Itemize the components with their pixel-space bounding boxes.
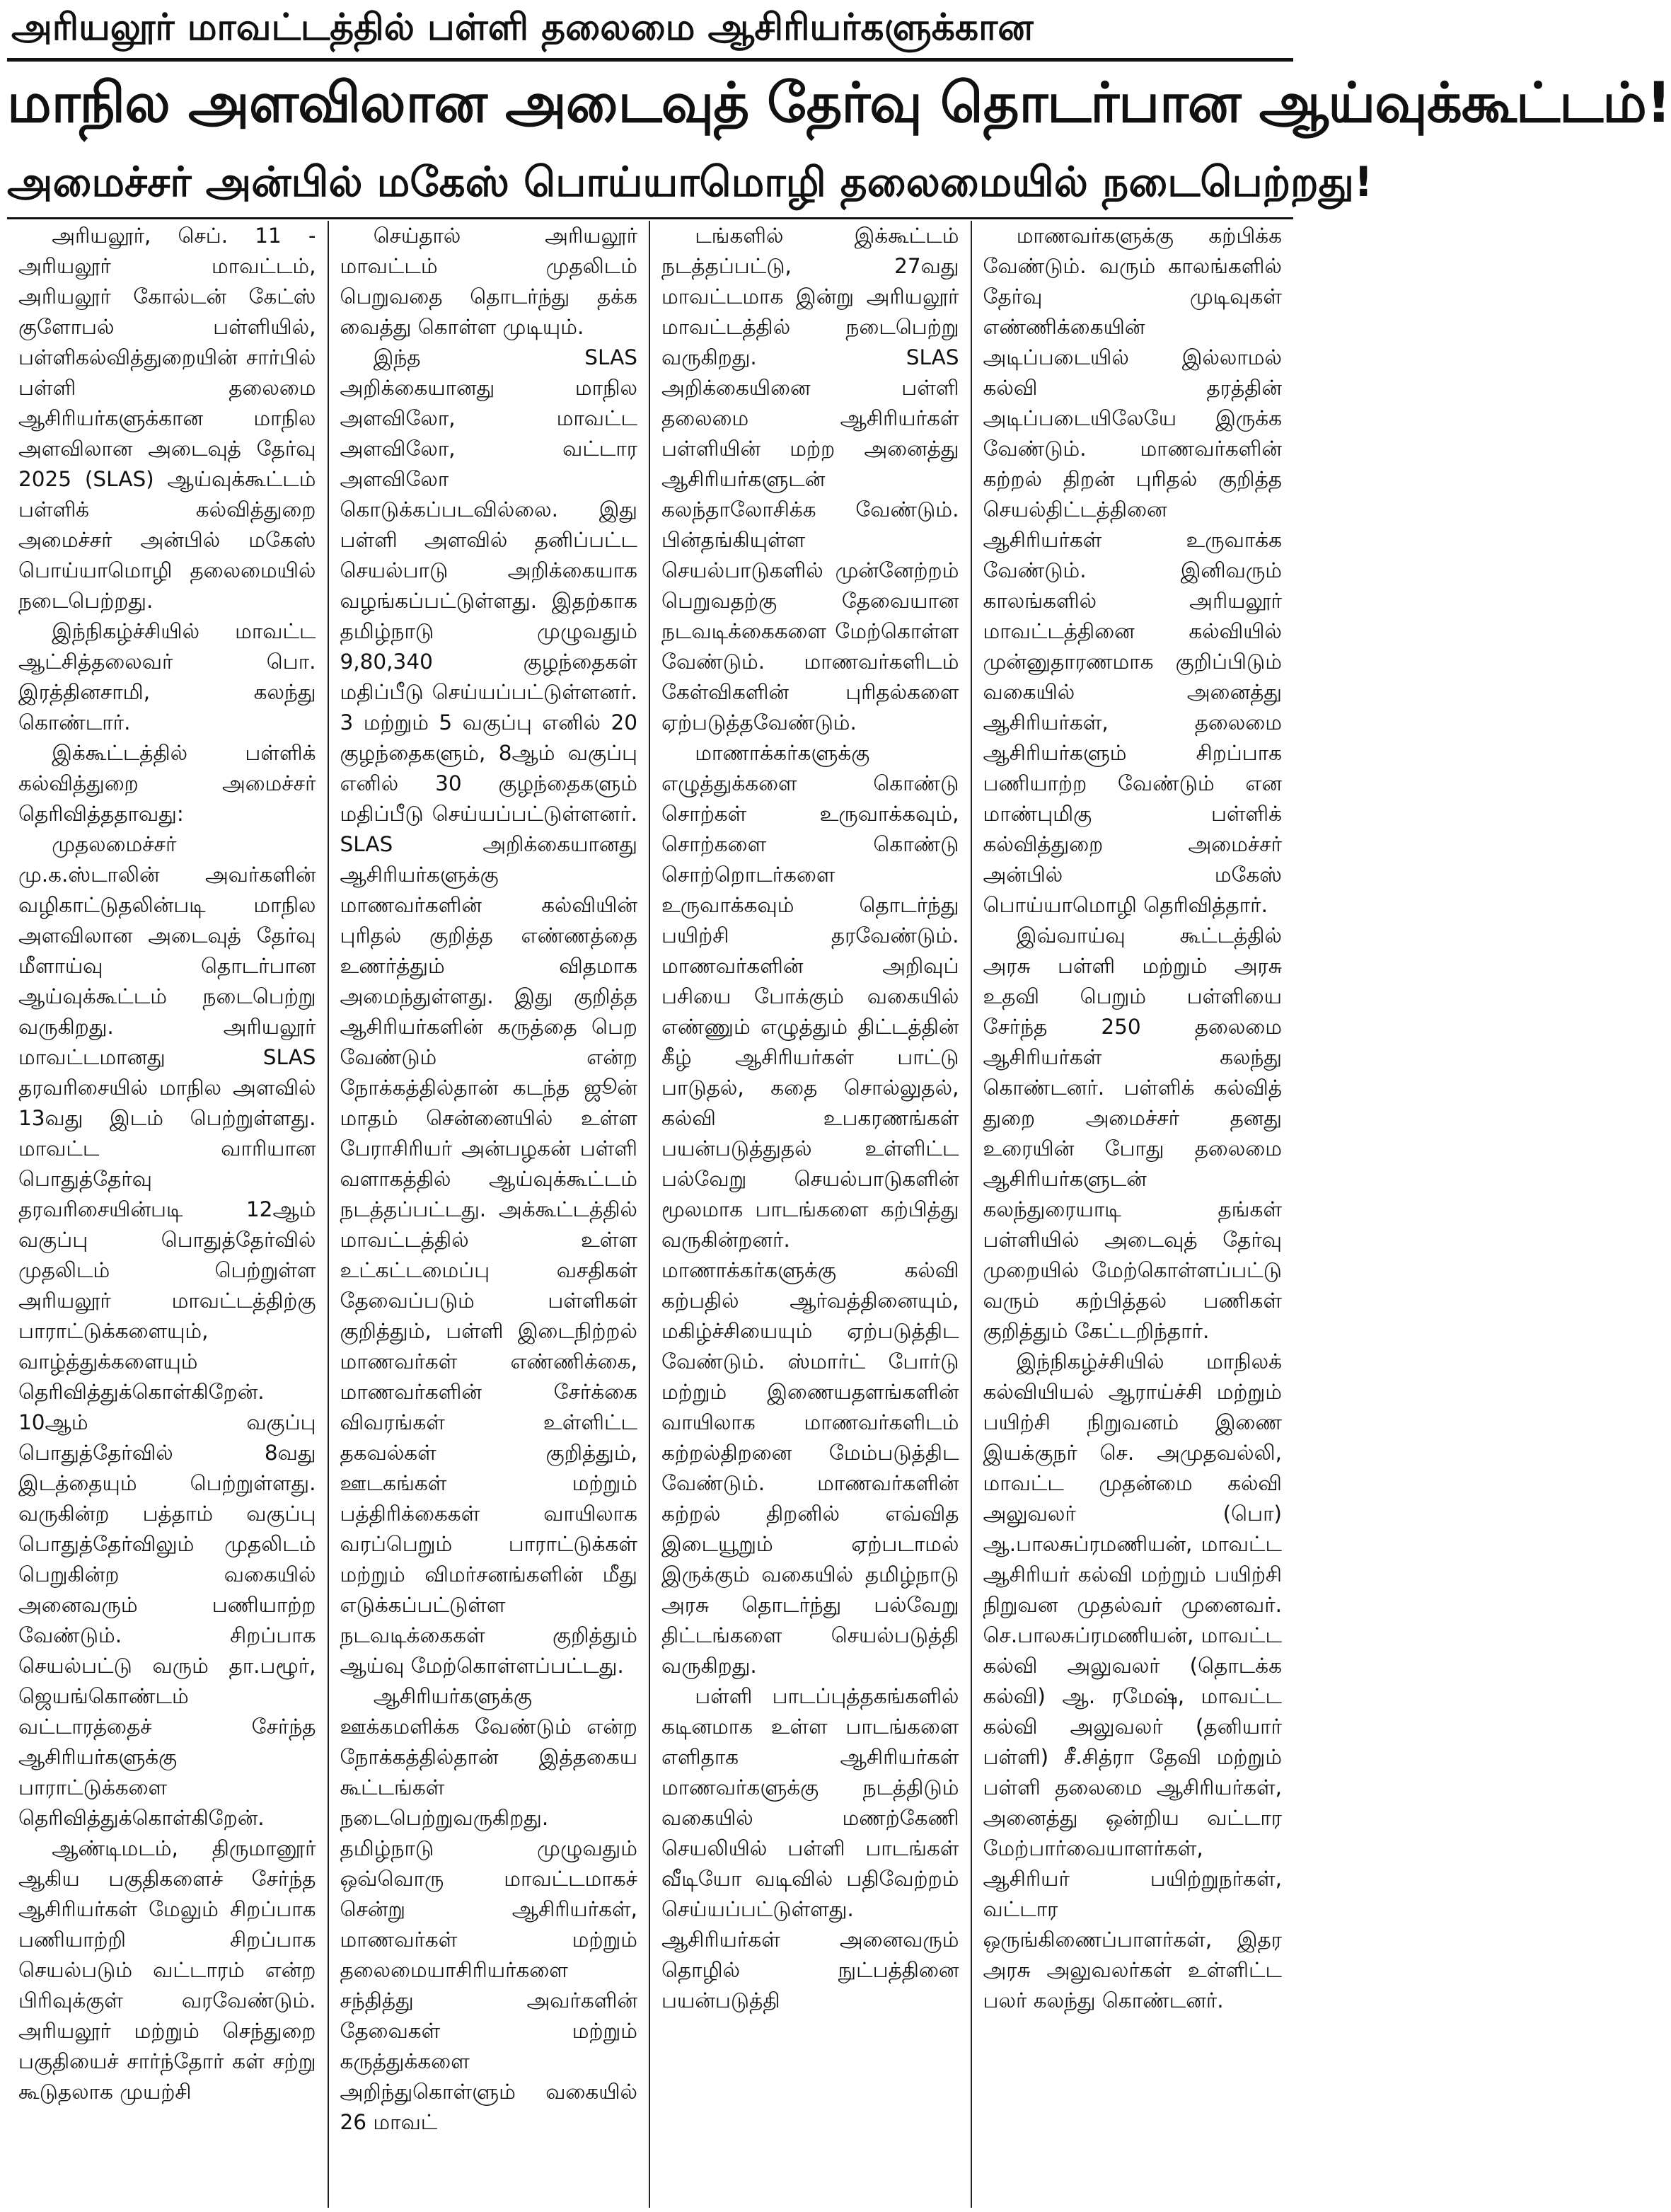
kicker-headline: அரியலூர் மாவட்டத்தில் பள்ளி தலைமை ஆசிரியர்களுக்கான <box>7 0 1293 62</box>
sub-headline: அமைச்சர் அன்பில் மகேஸ் பொய்யாமொழி தலைமையில் நடைபெற்றது! <box>7 148 1293 219</box>
paragraph: ஆண்டிமடம், திருமானூர் ஆகிய பகுதிகளைச் சேர்ந்த ஆசிரியர்கள் மேலும் சிறப்பாக பணியாற்றி சிறப்பாக செயல்படும் வட்டாரம் என்ற பிரிவுக்குள் வரவேண்டும். அரியலூர் மற்றும் செந்துறை பகுதியைச் சார்ந்தோர் கள் சற்று கூடுதலாக முயற்சி <box>18 1836 316 2104</box>
article-column-4 <box>972 221 1294 2208</box>
paragraph: இவ்வாய்வு கூட்டத்தில் அரசு பள்ளி மற்றும் அரசு உதவி பெறும் பள்ளியை சேர்ந்த 250 தலைமை ஆசிரியர்கள் கலந்து கொண்டனர். பள்ளிக் கல்வித் துறை அமைச்சர் தனது உரையின் போது தலைமை ஆசிரியர்களுடன் கலந்துரையாடி தங்கள் பள்ளியில் அடைவுத் தேர்வு முறையில் மேற்கொள்ளப்பட்டு வரும் கற்பித்தல் பணிகள் குறித்தும் கேட்டறிந்தார். <box>983 923 1282 1343</box>
paragraph: அரியலூர், செப். 11 - அரியலூர் மாவட்டம், அரியலூர் கோல்டன் கேட்ஸ் குளோபல் பள்ளியில், பள்ளிகல்வித்துறையின் சார்பில் பள்ளி தலைமை ஆசிரியர்களுக்கான மாநில அளவிலான அடைவுத் தேர்வு 2025 (SLAS) ஆய்வுக்கூட்டம் பள்ளிக் கல்வித்துறை அமைச்சர் அன்பில் மகேஸ் பொய்யாமொழி தலைமையில் நடைபெற்றது. <box>18 224 316 613</box>
article-body <box>7 221 1293 2208</box>
paragraph: இந்த SLAS அறிக்கையானது மாநில அளவிலோ, மாவட்ட அளவிலோ, வட்டார அளவிலோ கொடுக்கப்படவில்லை. இது பள்ளி அளவில் தனிப்பட்ட செயல்பாடு அறிக்கையாக வழங்கப்பட்டுள்ளது. இதற்காக தமிழ்நாடு முழுவதும் 9,80,340 குழந்தைகள் மதிப்பீடு செய்யப்பட்டுள்ளனர். 3 மற்றும் 5 வகுப்பு எனில் 20 குழந்தைகளும், 8ஆம் வகுப்பு எனில் 30 குழந்தைகளும் மதிப்பீடு செய்யப்பட்டுள்ளனர். SLAS அறிக்கையானது ஆசிரியர்களுக்கு மாணவர்களின் கல்வியின் புரிதல் குறித்த எண்ணத்தை உணர்த்தும் விதமாக அமைந்துள்ளது. இது குறித்த ஆசிரியர்களின் கருத்தை பெற வேண்டும் என்ற நோக்கத்தில்தான் கடந்த ஜூன் மாதம் சென்னையில் உள்ள பேராசிரியர் அன்பழகன் பள்ளி வளாகத்தில் ஆய்வுக்கூட்டம் நடத்தப்பட்டது. அக்கூட்டத்தில் மாவட்டத்தில் உள்ள உட்கட்டமைப்பு வசதிகள் தேவைப்படும் பள்ளிகள் குறித்தும், பள்ளி இடைநிற்றல் மாணவர்கள் எண்ணிக்கை, மாணவர்களின் சேர்க்கை விவரங்கள் உள்ளிட்ட தகவல்கள் குறித்தும், ஊடகங்கள் மற்றும் பத்திரிக்கைகள் வாயிலாக வரப்பெறும் பாராட்டுக்கள் மற்றும் விமர்சனங்களின் மீது எடுக்கப்பட்டுள்ள நடவடிக்கைகள் குறித்தும் ஆய்வு மேற்கொள்ளப்பட்டது. <box>340 345 637 1678</box>
paragraph: மாணவர்களுக்கு கற்பிக்க வேண்டும். வரும் காலங்களில் தேர்வு முடிவுகள் எண்ணிக்கையின் அடிப்படையில் இல்லாமல் கல்வி தரத்தின் அடிப்படையிலேயே இருக்க வேண்டும். மாணவர்களின் கற்றல் திறன் புரிதல் குறித்த செயல்திட்டத்தினை ஆசிரியர்கள் உருவாக்க வேண்டும். இனிவரும் காலங்களில் அரியலூர் மாவட்டத்தினை கல்வியில் முன்னுதாரணமாக குறிப்பிடும் வகையில் அனைத்து ஆசிரியர்கள், தலைமை ஆசிரியர்களும் சிறப்பாக பணியாற்ற வேண்டும் என மாண்புமிகு பள்ளிக் கல்வித்துறை அமைச்சர் அன்பில் மகேஸ் பொய்யாமொழி தெரிவித்தார். <box>983 224 1282 917</box>
paragraph: முதலமைச்சர் மு.க.ஸ்டாலின் அவர்களின் வழிகாட்டுதலின்படி மாநில அளவிலான அடைவுத் தேர்வு மீளாய்வு தொடர்பான ஆய்வுக்கூட்டம் நடைபெற்று வருகிறது. அரியலூர் மாவட்டமானது SLAS தரவரிசையில் மாநில அளவில் 13வது இடம் பெற்றுள்ளது. மாவட்ட வாரியான பொதுத்தேர்வு தரவரிசையின்படி 12ஆம் வகுப்பு பொதுத்தேர்வில் முதலிடம் பெற்றுள்ள அரியலூர் மாவட்டத்திற்கு பாராட்டுக்களையும், வாழ்த்துக்களையும் தெரிவித்துக்கொள்கிறேன். 10ஆம் வகுப்பு பொதுத்தேர்வில் 8வது இடத்தையும் பெற்றுள்ளது. வருகின்ற பத்தாம் வகுப்பு பொதுத்தேர்விலும் முதலிடம் பெறுகின்ற வகையில் அனைவரும் பணியாற்ற வேண்டும். சிறப்பாக செயல்பட்டு வரும் தா.பழூர், ஜெயங்கொண்டம் வட்டாரத்தைச் சேர்ந்த ஆசிரியர்களுக்கு பாராட்டுக்களை தெரிவித்துக்கொள்கிறேன். <box>18 832 316 1830</box>
paragraph: மாணாக்கர்களுக்கு எழுத்துக்களை கொண்டு சொற்கள் உருவாக்கவும், சொற்களை கொண்டு சொற்றொடர்களை உருவாக்கவும் தொடர்ந்து பயிற்சி தரவேண்டும். மாணவர்களின் அறிவுப் பசியை போக்கும் வகையில் எண்ணும் எழுத்தும் திட்டத்தின் கீழ் ஆசிரியர்கள் பாட்டு பாடுதல், கதை சொல்லுதல், கல்வி உபகரணங்கள் பயன்படுத்துதல் உள்ளிட்ட பல்வேறு செயல்பாடுகளின் மூலமாக பாடங்களை கற்பித்து வருகின்றனர். மாணாக்கர்களுக்கு கல்வி கற்பதில் ஆர்வத்தினையும், மகிழ்ச்சியையும் ஏற்படுத்திட வேண்டும். ஸ்மார்ட் போர்டு மற்றும் இணையதளங்களின் வாயிலாக மாணவர்களிடம் கற்றல்திறனை மேம்படுத்திட வேண்டும். மாணவர்களின் கற்றல் திறனில் எவ்வித இடையூறும் ஏற்படாமல் இருக்கும் வகையில் தமிழ்நாடு அரசு தொடர்ந்து பல்வேறு திட்டங்களை செயல்படுத்தி வருகிறது. <box>661 741 959 1678</box>
paragraph: இக்கூட்டத்தில் பள்ளிக் கல்வித்துறை அமைச்சர் தெரிவித்ததாவது: <box>18 741 316 826</box>
main-headline: மாநில அளவிலான அடைவுத் தேர்வு தொடர்பான ஆய்வுக்கூட்டம்! <box>7 71 1671 135</box>
article-column-1 <box>7 221 329 2208</box>
article-column-2 <box>329 221 651 2208</box>
paragraph: இந்நிகழ்ச்சியில் மாநிலக் கல்வியியல் ஆராய்ச்சி மற்றும் பயிற்சி நிறுவனம் இணை இயக்குநர் செ. அமுதவல்லி, மாவட்ட முதன்மை கல்வி அலுவலர் (பொ) ஆ.பாலசுப்ரமணியன், மாவட்ட ஆசிரியர் கல்வி மற்றும் பயிற்சி நிறுவன முதல்வர் முனைவர். செ.பாலசுப்ரமணியன், மாவட்ட கல்வி அலுவலர் (தொடக்க கல்வி) ஆ. ரமேஷ், மாவட்ட கல்வி அலுவலர் (தனியார் பள்ளி) சீ.சித்ரா தேவி மற்றும் பள்ளி தலைமை ஆசிரியர்கள், அனைத்து ஒன்றிய வட்டார மேற்பார்வையாளர்கள், ஆசிரியர் பயிற்றுநர்கள், வட்டார ஒருங்கிணைப்பாளர்கள், இதர அரசு அலுவலர்கள் உள்ளிட்ட பலர் கலந்து கொண்டனர். <box>983 1349 1282 2012</box>
paragraph: செய்தால் அரியலூர் மாவட்டம் முதலிடம் பெறுவதை தொடர்ந்து தக்க வைத்து கொள்ள முடியும். <box>340 224 637 339</box>
paragraph: இந்நிகழ்ச்சியில் மாவட்ட ஆட்சித்தலைவர் பொ. இரத்தினசாமி, கலந்து கொண்டார். <box>18 619 316 735</box>
article-column-3 <box>650 221 972 2208</box>
paragraph: பள்ளி பாடப்புத்தகங்களில் கடினமாக உள்ள பாடங்களை எளிதாக ஆசிரியர்கள் மாணவர்களுக்கு நடத்திடும் வகையில் மணற்கேணி செயலியில் பள்ளி பாடங்கள் வீடியோ வடிவில் பதிவேற்றம் செய்யப்பட்டுள்ளது. ஆசிரியர்கள் அனைவரும் தொழில் நுட்பத்தினை பயன்படுத்தி <box>661 1684 959 2012</box>
paragraph: ஆசிரியர்களுக்கு ஊக்கமளிக்க வேண்டும் என்ற நோக்கத்தில்தான் இத்தகைய கூட்டங்கள் நடைபெற்றுவருகிறது. தமிழ்நாடு முழுவதும் ஒவ்வொரு மாவட்டமாகச் சென்று ஆசிரியர்கள், மாணவர்கள் மற்றும் தலைமையாசிரியர்களை சந்தித்து அவர்களின் தேவைகள் மற்றும் கருத்துக்களை அறிந்துகொள்ளும் வகையில் 26 மாவட் <box>340 1684 637 2134</box>
paragraph: டங்களில் இக்கூட்டம் நடத்தப்பட்டு, 27வது மாவட்டமாக இன்று அரியலூர் மாவட்டத்தில் நடைபெற்று வருகிறது. SLAS அறிக்கையினை பள்ளி தலைமை ஆசிரியர்கள் பள்ளியின் மற்ற அனைத்து ஆசிரியர்களுடன் கலந்தாலோசிக்க வேண்டும். பின்தங்கியுள்ள செயல்பாடுகளில் முன்னேற்றம் பெறுவதற்கு தேவையான நடவடிக்கைகளை மேற்கொள்ள வேண்டும். மாணவர்களிடம் கேள்விகளின் புரிதல்களை ஏற்படுத்தவேண்டும். <box>661 224 959 735</box>
